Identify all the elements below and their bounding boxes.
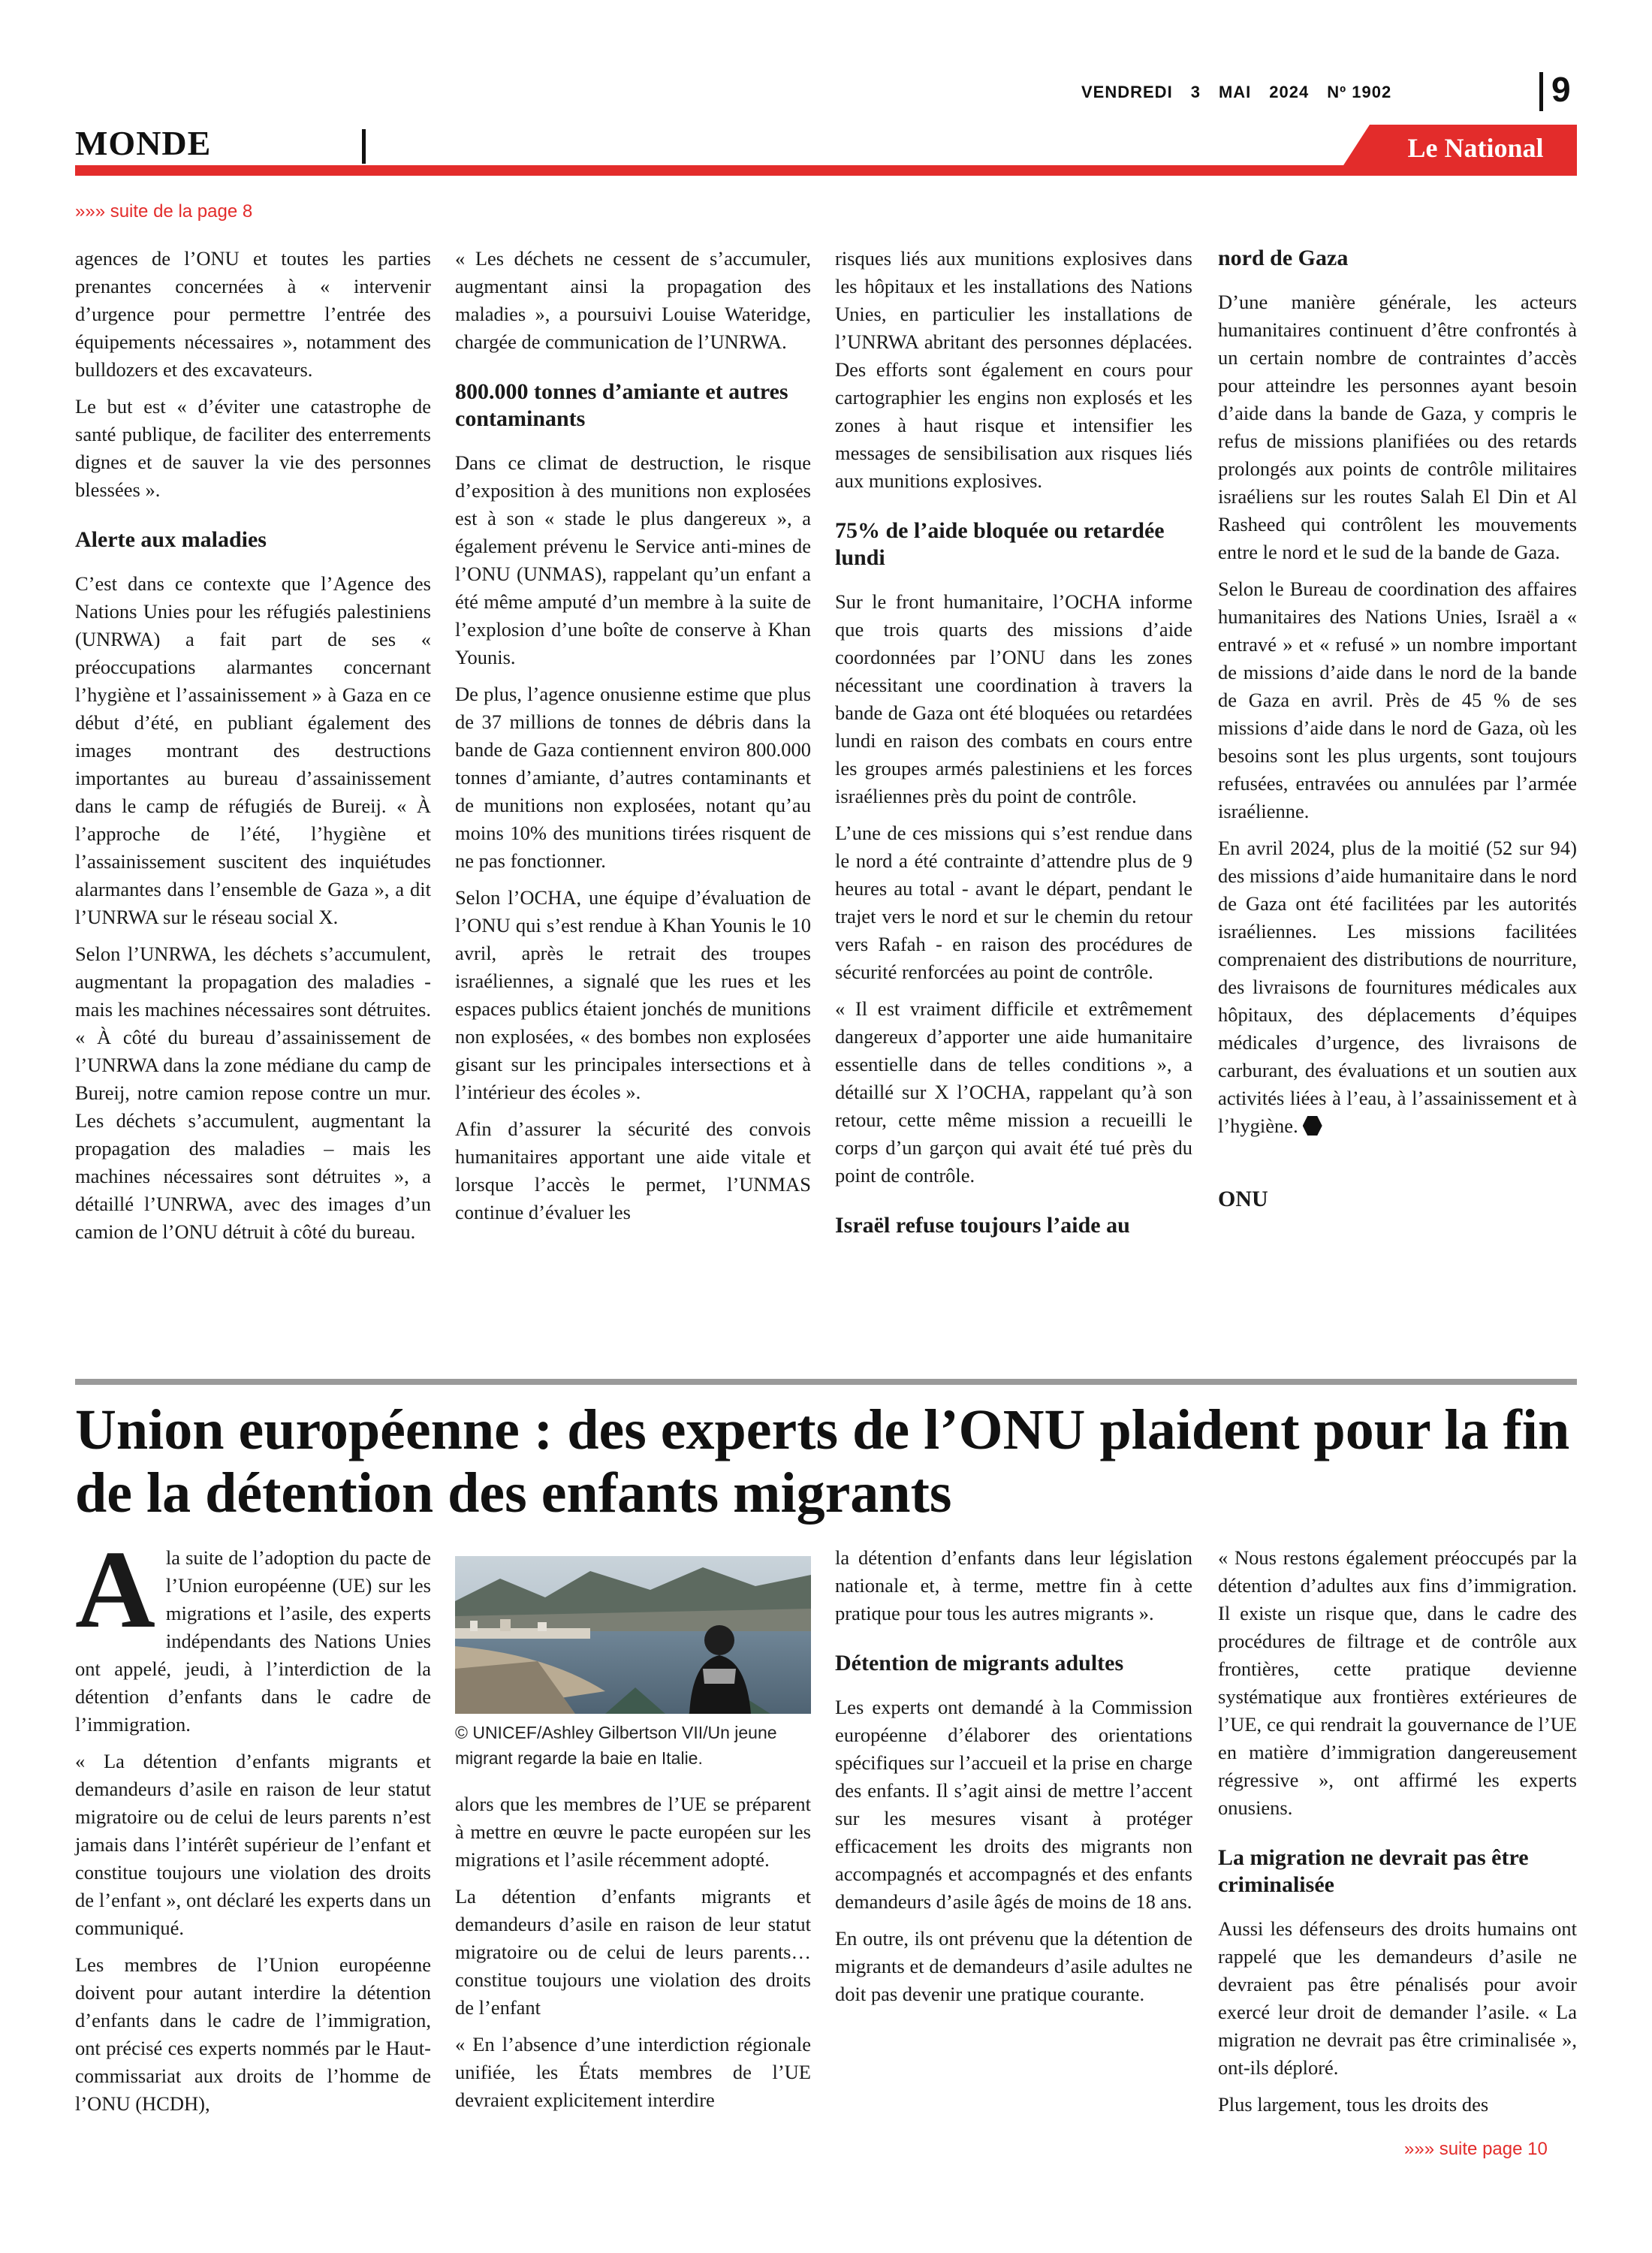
article2-column-2	[455, 1790, 811, 2123]
issue-number: Nº 1902	[1327, 83, 1392, 101]
drop-cap: A	[75, 1528, 155, 1651]
subheading: Détention de migrants adultes	[835, 1651, 1124, 1675]
paragraph: Aussi les défenseurs des droits humains ont rappelé que les demandeurs d’asile ne devraient pas être pénalisés pour avoir exercé leur droit de demander l’asile. « La migration ne devrait pas être criminalisée », ont-ils déploré.	[1218, 1917, 1577, 2079]
paragraph: Selon le Bureau de coordination des affaires humanitaires des Nations Unies, Israël a « entravé » et « refusé » un nombre important de missions d’aide dans le nord de la bande de Gaza en avril. Près de 45 % de ses missions d’aide dans le nord de Gaza, où les besoins sont les plus urgents, sont toujours refusées, entravées ou annulées par l’armée israélienne.	[1218, 578, 1577, 822]
article1-column-1	[75, 245, 431, 1255]
paragraph: agences de l’ONU et toutes les parties prenantes concernées à « intervenir d’urgence pour permettre l’entrée des équipements nécessaires », notamment des bulldozers et des excavateurs.	[75, 247, 431, 381]
article-photo	[455, 1556, 811, 1714]
date-month: MAI	[1218, 83, 1252, 101]
subheading: La migration ne devrait pas être criminalisée	[1218, 1845, 1529, 1897]
article2-headline: Union européenne : des experts de l’ONU plaident pour la fin de la détention des enfants migrants	[75, 1398, 1570, 1525]
article-divider	[75, 1379, 1577, 1385]
article2-column-4	[1218, 1544, 1577, 2128]
paragraph: Le but est « d’éviter une catastrophe de santé publique, de faciliter des enterrements dignes et de sauver la vie des personnes blessées ».	[75, 395, 431, 501]
brand-name: Le National	[1407, 133, 1544, 163]
section-divider	[362, 129, 366, 164]
end-of-article-icon	[1303, 1116, 1322, 1136]
article2-column-3	[835, 1544, 1192, 2017]
paragraph: Afin d’assurer la sécurité des convois humanitaires apportant une aide vitale et lorsque l’accès le permet, l’UNMAS continue d’évaluer les	[455, 1117, 811, 1223]
paragraph	[75, 1528, 431, 1739]
article1-column-4	[1218, 245, 1577, 1213]
paragraph: De plus, l’agence onusienne estime que plus de 37 millions de tonnes de débris dans la bande de Gaza contiennent environ 800.000 tonnes d’amiante, d’autres contaminants et de munitions non explosées, notant qu’au moins 10% des munitions tirées risquent de ne pas fonctionner.	[455, 683, 811, 872]
paragraph: risques liés aux munitions explosives dans les hôpitaux et les installations des Nations Unies, en particulier les installations de l’UNRWA abritant des personnes déplacées. Des efforts sont également en cours pour cartographier les engins non explosés et les zones à haut risque et intensifier les messages de sensibilisation aux risques liés aux munitions explosives.	[835, 247, 1192, 492]
paragraph: Les membres de l’Union européenne doivent pour autant interdire la détention d’enfants dans le cadre de l’immigration, ont précisé ces experts nommés par le Haut-commissariat aux droits de l’homme de l’ONU (HCDH),	[75, 1953, 431, 2115]
paragraph: « En l’absence d’une interdiction régionale unifiée, les États membres de l’UE devraient explicitement interdire	[455, 2033, 811, 2111]
article1-column-2	[455, 245, 811, 1235]
article2-column-1	[75, 1528, 431, 2127]
subheading: Israël refuse toujours l’aide au	[835, 1213, 1130, 1238]
date-number: 3	[1190, 83, 1201, 101]
date-year: 2024	[1269, 83, 1310, 101]
paragraph-text: la suite de l’adoption du pacte de l’Union européenne (UE) sur les migrations et l’asile, des experts indépendants des Nations Unies ont appelé, jeudi, à l’interdiction de la détention d’enfants dans le cadre de l’immigration.	[75, 1546, 431, 1736]
photo-caption: © UNICEF/Ashley Gilbertson VII/Un jeune migrant regarde la baie en Italie.	[455, 1723, 777, 1768]
paragraph: La détention d’enfants migrants et demandeurs d’asile en raison de leur statut migratoire ou de celui de leurs parents… constitue toujours une violation des droits de l’enfant	[455, 1885, 811, 2019]
paragraph: C’est dans ce contexte que l’Agence des Nations Unies pour les réfugiés palestiniens (UNRWA) a fait part de ses « préoccupations alarmantes concernant l’hygiène et l’assainissement » à Gaza en ce début d’été, en publiant également des images montrant des destructions importantes au bureau d’assainissement dans le camp de réfugiés de Bureij. « À l’approche de l’été, l’hygiène et l’assainissement suscitent des inquiétudes alarmantes dans l’ensemble de Gaza », a dit l’UNRWA sur le réseau social X.	[75, 572, 431, 928]
paragraph: Les experts ont demandé à la Commission européenne d’élaborer des orientations spécifiques sur l’accueil et la prise en charge des enfants. Il s’agit ainsi de mettre l’accent sur les mesures visant à protéger efficacement les droits des migrants non accompagnés et accompagnés et des enfants demandeurs d’asile âgés de moins de 18 ans.	[835, 1696, 1192, 1913]
paragraph: Dans ce climat de destruction, le risque d’exposition à des munitions non explosées est à son « stade le plus dangereux », a également prévenu le Service anti-mines de l’ONU (UNMAS), rappelant qu’un enfant a été même amputé d’un membre à la suite de l’explosion d’une boîte de conserve à Khan Younis.	[455, 451, 811, 668]
migrant-bay-photo	[455, 1556, 811, 1714]
continued-from-link[interactable]: »»» suite de la page 8	[75, 201, 253, 222]
paragraph: Sur le front humanitaire, l’OCHA informe que trois quarts des missions d’aide coordonnées par l’ONU dans les zones nécessitant une coordination à travers la bande de Gaza ont été bloquées ou retardées lundi en raison des combats en cours entre les groupes armés palestiniens et les forces israéliennes près du point de contrôle.	[835, 590, 1192, 807]
page-number: 9	[1551, 70, 1571, 109]
paragraph: Selon l’UNRWA, les déchets s’accumulent, augmentant la propagation des maladies - mais les machines nécessaires sont détruites. « À côté du bureau d’assainissement de l’UNRWA dans la zone médiane du camp de Bureij, notre camion repose contre un mur. Les déchets s’accumulent, augmentant la propagation des maladies – mais les machines nécessaires sont détruites », a détaillé l’UNRWA, avec des images d’un camion de l’ONU détruit à côté du bureau.	[75, 943, 431, 1243]
paragraph: « Nous restons également préoccupés par la détention d’adultes aux fins d’immigration. Il existe un risque que, dans le cadre des procédures de filtrage et de contrôle aux frontières, cette pratique devienne systématique aux frontières extérieures de l’UE, ce qui rendrait la gouvernance de l’UE en matière d’immigration dangereusement régressive », ont affirmé les experts onusiens.	[1218, 1546, 1577, 1819]
subheading: Alerte aux maladies	[75, 527, 267, 552]
paragraph: « Il est vraiment difficile et extrêmement dangereux d’apporter une aide humanitaire essentielle dans de telles conditions », a détaillé sur X l’OCHA, rappelant qu’à son retour, cette même mission a recueilli le corps d’un garçon qui avait été tué près du point de contrôle.	[835, 997, 1192, 1187]
paragraph: « La détention d’enfants migrants et demandeurs d’asile en raison de leur statut migratoire ou de celui de leurs parents n’est jamais dans l’intérêt supérieur de l’enfant et constitue toujours une violation des droits de l’enfant », ont déclaré les experts dans un communiqué.	[75, 1750, 431, 1939]
page-number-divider	[1539, 72, 1543, 111]
date-day: VENDREDI	[1081, 83, 1173, 101]
paragraph: la détention d’enfants dans leur législation nationale et, à terme, mettre fin à cette pratique pour tous les autres migrants ».	[835, 1546, 1192, 1624]
subheading: nord de Gaza	[1218, 246, 1349, 270]
paragraph-text: En avril 2024, plus de la moitié (52 sur 94) des missions d’aide humanitaire dans le nord de Gaza ont été facilitées par les autorités israéliennes. Les missions facilitées comprenaient des distributions de nourriture, des livraisons de fournitures médicales aux hôpitaux, des déplacements d’équipes médicales d’urgence, des livraisons de carburant, des évaluations et un soutien aux activités liées à l’eau, à l’assainissement et à l’hygiène.	[1218, 837, 1577, 1137]
subheading: 800.000 tonnes d’amiante et autres contaminants	[455, 379, 788, 431]
paragraph: Selon l’OCHA, une équipe d’évaluation de l’ONU qui s’est rendue à Khan Younis le 10 avril, après le retrait des troupes israéliennes, a signalé que les rues et les espaces publics étaient jonchés de munitions non explosées, « des bombes non explosées gisant sur les principales intersections et à l’intérieur des écoles ».	[455, 886, 811, 1103]
paragraph: « Les déchets ne cessent de s’accumuler, augmentant ainsi la propagation des maladies », a poursuivi Louise Wateridge, chargée de communication de l’UNRWA.	[455, 247, 811, 353]
article1-column-3	[835, 245, 1192, 1256]
article-signature: ONU	[1218, 1187, 1268, 1211]
paragraph: alors que les membres de l’UE se préparent à mettre en œuvre le pacte européen sur les migrations et l’asile récemment adopté.	[455, 1793, 811, 1871]
section-title: MONDE	[75, 124, 212, 162]
paragraph	[1218, 834, 1577, 1140]
subheading: 75% de l’aide bloquée ou retardée lundi	[835, 518, 1165, 570]
date-line	[1081, 83, 1502, 102]
paragraph: En outre, ils ont prévenu que la détention de migrants et de demandeurs d’asile adultes ne doit pas devenir une pratique courante.	[835, 1927, 1192, 2005]
continued-to-link[interactable]: »»» suite page 10	[1404, 2139, 1548, 2159]
paragraph: Plus largement, tous les droits des	[1218, 2093, 1489, 2116]
paragraph: L’une de ces missions qui s’est rendue dans le nord a été contrainte d’attendre plus de 9 heures au total - avant le départ, pendant le trajet vers le nord et sur le chemin du retour vers Rafah - en raison des procédures de sécurité renforcées au point de contrôle.	[835, 822, 1192, 983]
paragraph: D’une manière générale, les acteurs humanitaires continuent d’être confrontés à un certain nombre de contraintes d’accès pour atteindre les personnes ayant besoin d’aide dans la bande de Gaza, y compris le refus de missions planifiées ou des retards prolongés aux points de contrôle militaires israéliens sur les routes Salah El Din et Al Rasheed qui contrôlent les mouvements entre le nord et le sud de la bande de Gaza.	[1218, 291, 1577, 563]
